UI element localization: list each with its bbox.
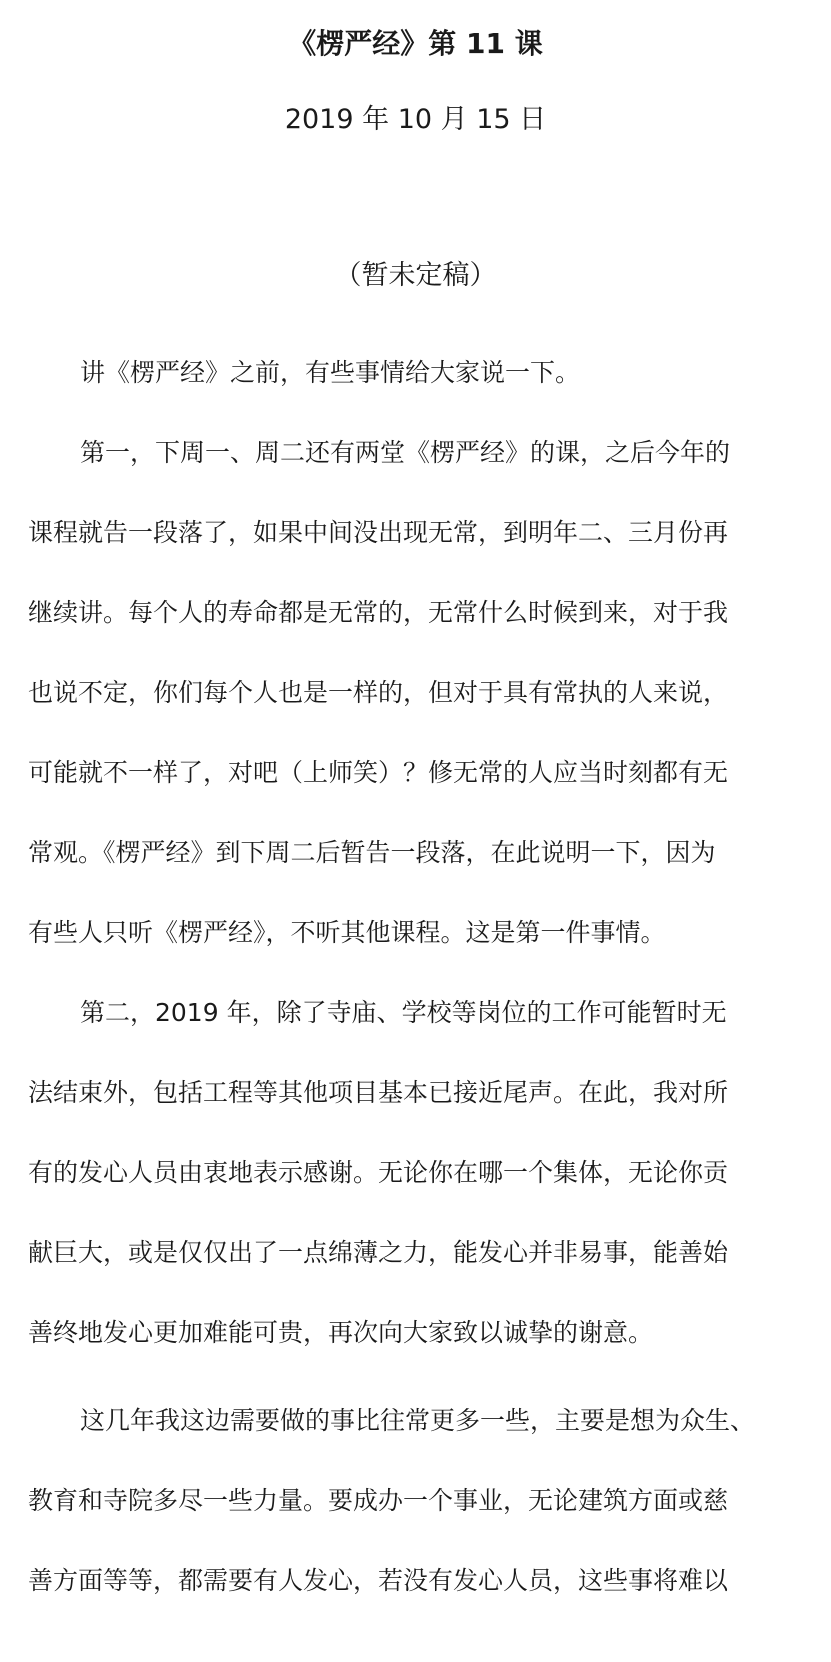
paragraph-line: 教育和寺院多尽一些力量。要成办一个事业，无论建筑方面或慈 [28, 1486, 729, 1515]
page-title: 《楞严经》第 11 课 [288, 27, 543, 60]
paragraph-line: 善终地发心更加难能可贵，再次向大家致以诚挚的谢意。 [28, 1318, 654, 1347]
paragraph-line: 有些人只听《楞严经》，不听其他课程。这是第一件事情。 [28, 918, 666, 947]
paragraph-line: 课程就告一段落了，如果中间没出现无常，到明年二、三月份再 [28, 518, 729, 547]
paragraph-line: 法结束外，包括工程等其他项目基本已接近尾声。在此，我对所 [28, 1078, 729, 1107]
paragraph-second-matter [28, 973, 818, 1373]
paragraph-intro [28, 333, 818, 413]
paragraph-line: 继续讲。每个人的寿命都是无常的，无常什么时候到来，对于我 [28, 598, 729, 627]
paragraph-line: 第一，下周一、周二还有两堂《楞严经》的课，之后今年的 [80, 438, 731, 467]
paragraph-line: 常观。《楞严经》到下周二后暂告一段落，在此说明一下，因为 [28, 838, 716, 867]
paragraph-line: 这几年我这边需要做的事比往常更多一些，主要是想为众生、 [80, 1406, 756, 1435]
paragraph-line: 善方面等等，都需要有人发心，若没有发心人员，这些事将难以 [28, 1566, 729, 1595]
document-body [28, 333, 818, 1621]
paragraph-spacer [28, 1373, 818, 1381]
paragraph-line: 可能就不一样了，对吧（上师笑）？修无常的人应当时刻都有无 [28, 758, 729, 787]
paragraph-line: 讲《楞严经》之前，有些事情给大家说一下。 [80, 358, 581, 387]
paragraph-recent-years [28, 1381, 818, 1621]
paragraph-line: 第二，2019 年，除了寺庙、学校等岗位的工作可能暂时无 [80, 998, 727, 1027]
paragraph-line: 也说不定，你们每个人也是一样的，但对于具有常执的人来说， [28, 678, 729, 707]
lecture-date: 2019 年 10 月 15 日 [284, 104, 547, 135]
paragraph-first-matter [28, 413, 818, 973]
paragraph-line: 献巨大，或是仅仅出了一点绵薄之力，能发心并非易事，能善始 [28, 1238, 729, 1267]
draft-status-note: （暂未定稿） [334, 260, 497, 291]
paragraph-line: 有的发心人员由衷地表示感谢。无论你在哪一个集体，无论你贡 [28, 1158, 729, 1187]
